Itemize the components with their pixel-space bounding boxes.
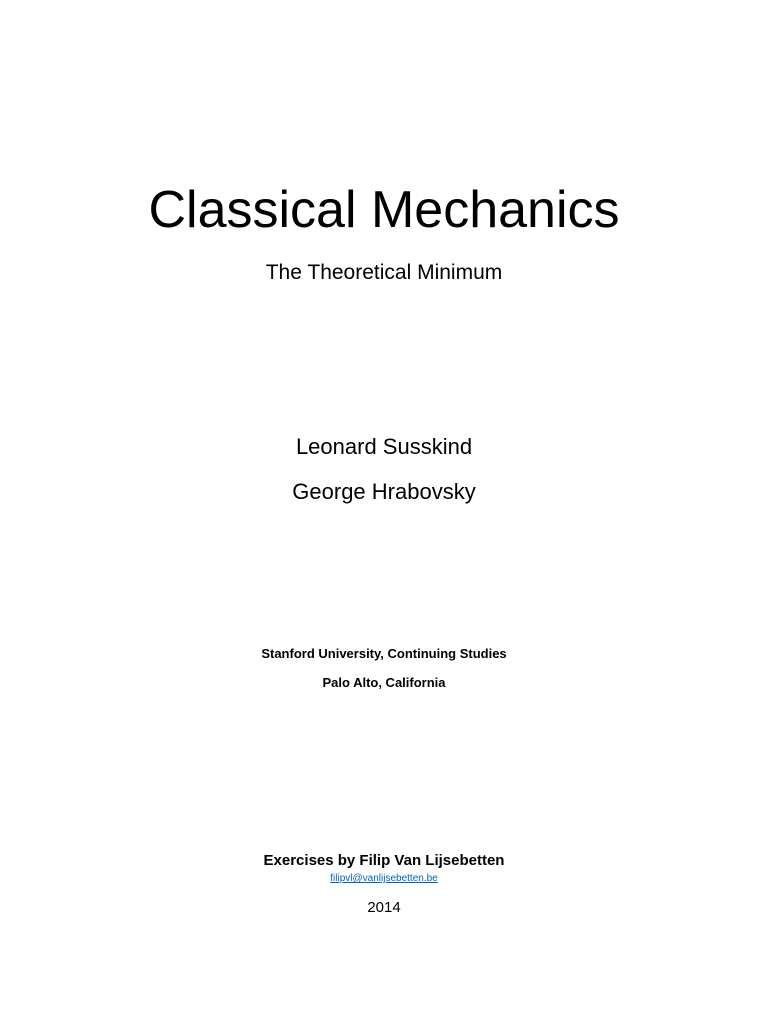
document-subtitle: The Theoretical Minimum: [265, 261, 503, 284]
author-name: George Hrabovsky: [292, 479, 476, 504]
email-link[interactable]: filipvl@vanlijsebetten.be: [330, 873, 438, 884]
email-line: [0, 872, 768, 886]
institution-text: Stanford University, Continuing Studies: [261, 646, 507, 661]
publication-year: 2014: [367, 899, 401, 916]
exercises-credit: Exercises by Filip Van Lijsebetten: [263, 852, 505, 869]
location-text: Palo Alto, California: [322, 675, 446, 690]
document-title: Classical Mechanics: [148, 181, 620, 239]
author-name: Leonard Susskind: [295, 434, 473, 459]
